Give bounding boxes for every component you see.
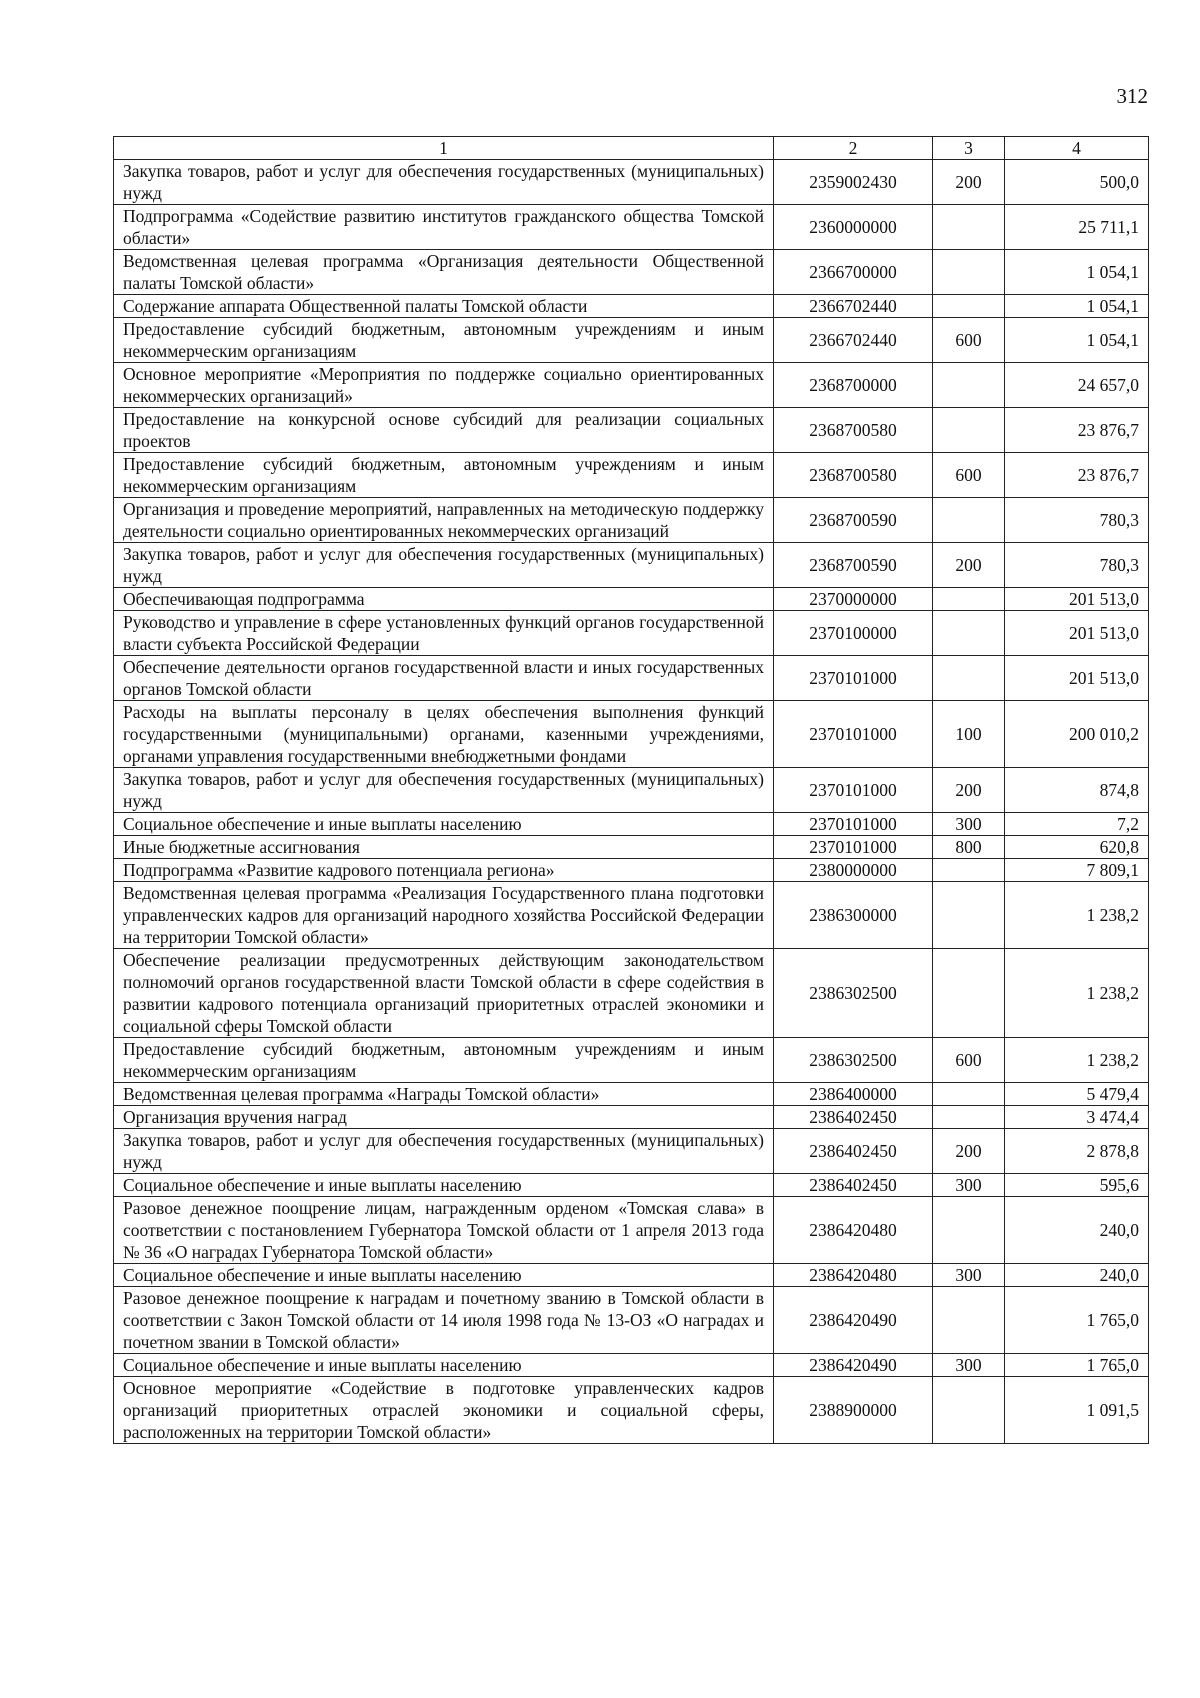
row-amount: 201 513,0 (1005, 611, 1149, 656)
row-code: 2368700590 (774, 543, 933, 588)
row-code: 2368700580 (774, 408, 933, 453)
table-row (114, 882, 1149, 949)
row-name: Социальное обеспечение и иные выплаты населению (114, 1174, 774, 1197)
row-name: Закупка товаров, работ и услуг для обеспечения государственных (муниципальных) нужд (114, 543, 774, 588)
row-type (933, 1377, 1005, 1444)
row-type (933, 408, 1005, 453)
row-name: Предоставление субсидий бюджетным, автономным учреждениям и иным некоммерческим организациям (114, 453, 774, 498)
row-amount: 5 479,4 (1005, 1083, 1149, 1106)
row-type: 600 (933, 318, 1005, 363)
row-type (933, 250, 1005, 295)
row-amount: 201 513,0 (1005, 588, 1149, 611)
row-type (933, 1197, 1005, 1264)
table-row (114, 1038, 1149, 1083)
table-row (114, 408, 1149, 453)
row-type: 200 (933, 768, 1005, 813)
row-name: Закупка товаров, работ и услуг для обеспечения государственных (муниципальных) нужд (114, 1129, 774, 1174)
row-code: 2386420490 (774, 1287, 933, 1354)
column-header-2: 2 (774, 137, 933, 160)
row-amount: 595,6 (1005, 1174, 1149, 1197)
row-code: 2370101000 (774, 656, 933, 701)
row-amount: 240,0 (1005, 1197, 1149, 1264)
table-row (114, 1354, 1149, 1377)
row-code: 2386300000 (774, 882, 933, 949)
column-header-3: 3 (933, 137, 1005, 160)
row-amount: 500,0 (1005, 160, 1149, 205)
row-amount: 25 711,1 (1005, 205, 1149, 250)
row-type: 300 (933, 1354, 1005, 1377)
row-name: Социальное обеспечение и иные выплаты населению (114, 1354, 774, 1377)
row-name: Социальное обеспечение и иные выплаты населению (114, 1264, 774, 1287)
table-row (114, 543, 1149, 588)
row-amount: 24 657,0 (1005, 363, 1149, 408)
header-row (114, 137, 1149, 160)
row-code: 2370101000 (774, 836, 933, 859)
row-code: 2370100000 (774, 611, 933, 656)
table-row (114, 768, 1149, 813)
row-code: 2370101000 (774, 701, 933, 768)
row-amount: 780,3 (1005, 543, 1149, 588)
row-code: 2388900000 (774, 1377, 933, 1444)
table-row (114, 656, 1149, 701)
row-type: 200 (933, 543, 1005, 588)
column-header-4: 4 (1005, 137, 1149, 160)
row-amount: 7,2 (1005, 813, 1149, 836)
row-code: 2368700580 (774, 453, 933, 498)
row-code: 2386402450 (774, 1129, 933, 1174)
row-type (933, 611, 1005, 656)
row-name: Содержание аппарата Общественной палаты Томской области (114, 295, 774, 318)
row-type: 100 (933, 701, 1005, 768)
row-amount: 620,8 (1005, 836, 1149, 859)
row-name: Предоставление субсидий бюджетным, автономным учреждениям и иным некоммерческим организациям (114, 1038, 774, 1083)
row-amount: 1 054,1 (1005, 318, 1149, 363)
row-type (933, 656, 1005, 701)
table-row (114, 205, 1149, 250)
row-name: Закупка товаров, работ и услуг для обеспечения государственных (муниципальных) нужд (114, 768, 774, 813)
row-name: Подпрограмма «Развитие кадрового потенциала региона» (114, 859, 774, 882)
row-type (933, 859, 1005, 882)
row-amount: 23 876,7 (1005, 408, 1149, 453)
row-code: 2386400000 (774, 1083, 933, 1106)
row-amount: 240,0 (1005, 1264, 1149, 1287)
table-row (114, 1377, 1149, 1444)
row-name: Организация и проведение мероприятий, направленных на методическую поддержку деятельности социально ориентированных некоммерческих организаций (114, 498, 774, 543)
row-code: 2366702440 (774, 318, 933, 363)
table-row (114, 1106, 1149, 1129)
row-code: 2366702440 (774, 295, 933, 318)
table-row (114, 160, 1149, 205)
row-amount: 1 765,0 (1005, 1354, 1149, 1377)
row-code: 2368700000 (774, 363, 933, 408)
row-type: 600 (933, 453, 1005, 498)
table-row (114, 363, 1149, 408)
row-code: 2370101000 (774, 813, 933, 836)
row-name: Ведомственная целевая программа «Награды Томской области» (114, 1083, 774, 1106)
row-code: 2386420490 (774, 1354, 933, 1377)
row-amount: 1 054,1 (1005, 250, 1149, 295)
table-row (114, 318, 1149, 363)
row-amount: 23 876,7 (1005, 453, 1149, 498)
row-code: 2360000000 (774, 205, 933, 250)
row-type (933, 363, 1005, 408)
row-name: Организация вручения наград (114, 1106, 774, 1129)
row-amount: 3 474,4 (1005, 1106, 1149, 1129)
row-name: Основное мероприятие «Содействие в подготовке управленческих кадров организаций приоритетных отраслей экономики и социальной сферы, расположенных на территории Томской области» (114, 1377, 774, 1444)
table-row (114, 250, 1149, 295)
table-row (114, 701, 1149, 768)
row-code: 2386402450 (774, 1106, 933, 1129)
row-code: 2370000000 (774, 588, 933, 611)
row-name: Обеспечение деятельности органов государственной власти и иных государственных органов Томской области (114, 656, 774, 701)
row-name: Обеспечение реализации предусмотренных действующим законодательством полномочий органов государственной власти Томской области в сфере содействия в развитии кадрового потенциала организаций приоритетных отраслей экономики и социальной сферы Томской области (114, 949, 774, 1038)
row-type (933, 1287, 1005, 1354)
row-type: 800 (933, 836, 1005, 859)
table-row (114, 295, 1149, 318)
row-amount: 201 513,0 (1005, 656, 1149, 701)
row-name: Иные бюджетные ассигнования (114, 836, 774, 859)
row-name: Разовое денежное поощрение к наградам и почетному званию в Томской области в соответствии с Закон Томской области от 14 июля 1998 года № 13-ОЗ «О наградах и почетном звании в Томской области» (114, 1287, 774, 1354)
table-body (114, 160, 1149, 1444)
row-type (933, 205, 1005, 250)
row-name: Основное мероприятие «Мероприятия по поддержке социально ориентированных некоммерческих организаций» (114, 363, 774, 408)
row-type (933, 949, 1005, 1038)
table-row (114, 859, 1149, 882)
row-amount: 874,8 (1005, 768, 1149, 813)
row-type (933, 1106, 1005, 1129)
row-type: 300 (933, 1174, 1005, 1197)
row-amount: 780,3 (1005, 498, 1149, 543)
table-row (114, 498, 1149, 543)
row-name: Закупка товаров, работ и услуг для обеспечения государственных (муниципальных) нужд (114, 160, 774, 205)
row-code: 2386302500 (774, 1038, 933, 1083)
budget-table (113, 136, 1149, 1444)
table-row (114, 1287, 1149, 1354)
row-amount: 1 238,2 (1005, 882, 1149, 949)
table-row (114, 588, 1149, 611)
table-row (114, 836, 1149, 859)
row-amount: 2 878,8 (1005, 1129, 1149, 1174)
row-code: 2386402450 (774, 1174, 933, 1197)
row-name: Ведомственная целевая программа «Организация деятельности Общественной палаты Томской области» (114, 250, 774, 295)
row-amount: 200 010,2 (1005, 701, 1149, 768)
table-row (114, 1197, 1149, 1264)
row-amount: 1 765,0 (1005, 1287, 1149, 1354)
row-code: 2366700000 (774, 250, 933, 295)
row-code: 2386302500 (774, 949, 933, 1038)
row-name: Руководство и управление в сфере установленных функций органов государственной власти субъекта Российской Федерации (114, 611, 774, 656)
row-name: Ведомственная целевая программа «Реализация Государственного плана подготовки управленческих кадров для организаций народного хозяйства Российской Федерации на территории Томской области» (114, 882, 774, 949)
row-amount: 7 809,1 (1005, 859, 1149, 882)
table-row (114, 1264, 1149, 1287)
row-type (933, 295, 1005, 318)
row-code: 2368700590 (774, 498, 933, 543)
row-type (933, 498, 1005, 543)
table-row (114, 813, 1149, 836)
row-type: 600 (933, 1038, 1005, 1083)
table-row (114, 453, 1149, 498)
table-row (114, 1083, 1149, 1106)
row-code: 2359002430 (774, 160, 933, 205)
row-type (933, 588, 1005, 611)
row-code: 2380000000 (774, 859, 933, 882)
row-type (933, 1083, 1005, 1106)
page-number: 312 (1116, 84, 1148, 108)
table-row (114, 949, 1149, 1038)
table-row (114, 1129, 1149, 1174)
row-name: Подпрограмма «Содействие развитию институтов гражданского общества Томской области» (114, 205, 774, 250)
row-name: Расходы на выплаты персоналу в целях обеспечения выполнения функций государственными (муниципальными) органами, казенными учреждениями, органами управления государственными внебюджетными фондами (114, 701, 774, 768)
row-name: Разовое денежное поощрение лицам, награжденным орденом «Томская слава» в соответствии с постановлением Губернатора Томской области от 1 апреля 2013 года № 36 «О наградах Губернатора Томской области» (114, 1197, 774, 1264)
row-code: 2386420480 (774, 1197, 933, 1264)
column-header-1: 1 (114, 137, 774, 160)
row-name: Предоставление на конкурсной основе субсидий для реализации социальных проектов (114, 408, 774, 453)
row-amount: 1 054,1 (1005, 295, 1149, 318)
row-amount: 1 238,2 (1005, 1038, 1149, 1083)
table-row (114, 1174, 1149, 1197)
row-code: 2386420480 (774, 1264, 933, 1287)
row-name: Обеспечивающая подпрограмма (114, 588, 774, 611)
row-type: 300 (933, 1264, 1005, 1287)
row-amount: 1 091,5 (1005, 1377, 1149, 1444)
row-type (933, 882, 1005, 949)
row-name: Социальное обеспечение и иные выплаты населению (114, 813, 774, 836)
row-name: Предоставление субсидий бюджетным, автономным учреждениям и иным некоммерческим организациям (114, 318, 774, 363)
table-row (114, 611, 1149, 656)
row-amount: 1 238,2 (1005, 949, 1149, 1038)
row-type: 200 (933, 160, 1005, 205)
row-type: 300 (933, 813, 1005, 836)
row-type: 200 (933, 1129, 1005, 1174)
row-code: 2370101000 (774, 768, 933, 813)
